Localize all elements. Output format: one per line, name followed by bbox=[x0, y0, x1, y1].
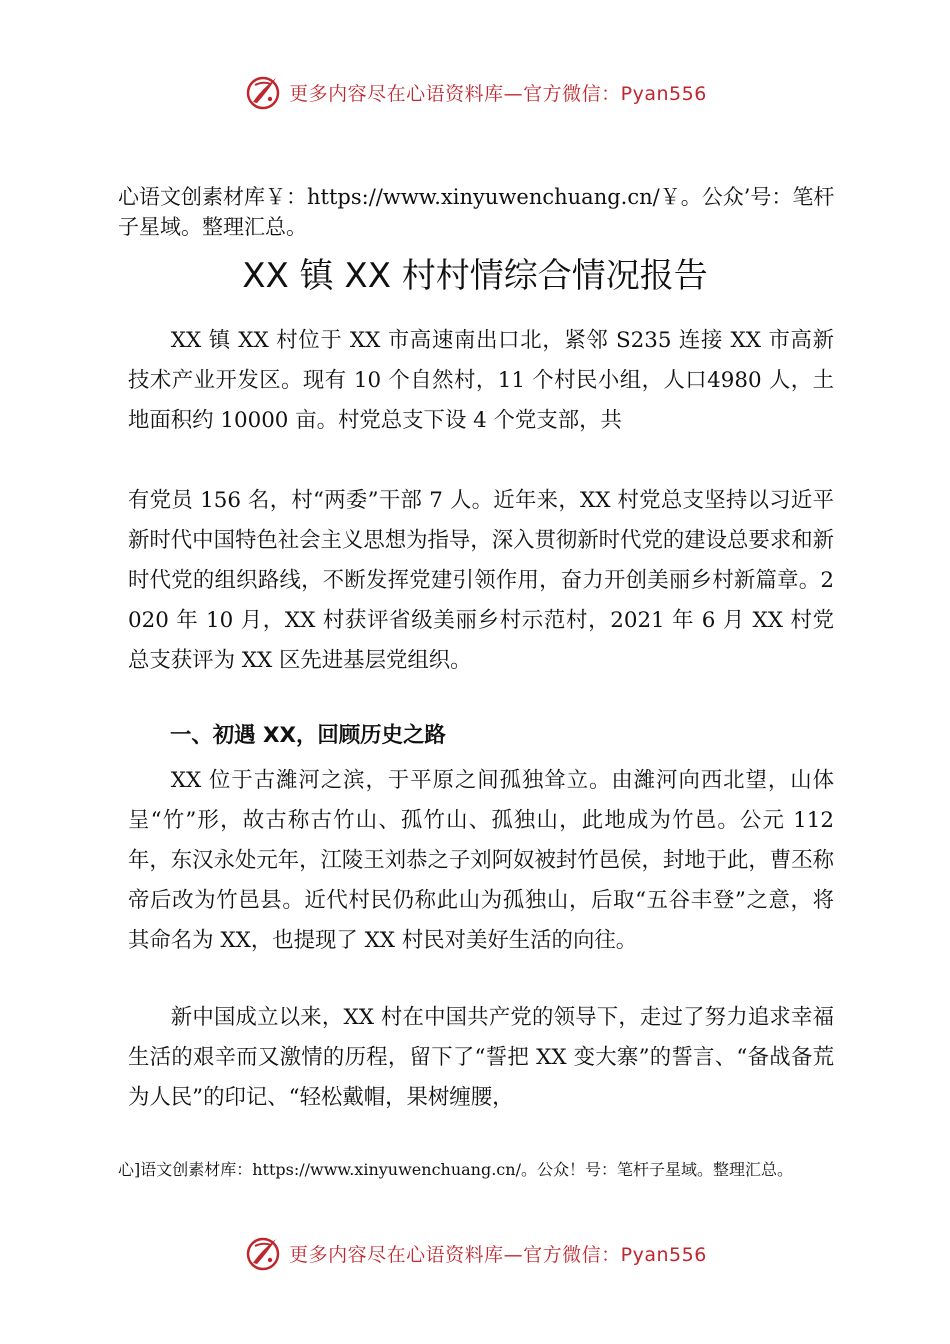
section-heading-1: 一、初遇 XX，回顾历史之路 bbox=[170, 723, 446, 748]
footer-banner bbox=[0, 1231, 950, 1275]
history-paragraph: XX 位于古濰河之滨，于平原之间孤独耸立。由濰河向西北望，山体呈“竹”形，故古称古竹山、孤竹山、孤独山，此地成为竹邑。公元 112 年，东汉永处元年，江陵王刘恭之子刘阿奴被封竹邑侯，封地于此，曹丕称帝后改为竹邑县。近代村民仍称此山为孤独山，后取“五谷丰登”之意，将其命名为 XX，也提现了 XX 村民对美好生活的向往。 bbox=[128, 768, 834, 953]
source-note: 心语文创素材库￥：https://www.xinyuwenchuang.cn/￥。公众’号：笔杆子星域。整理汇总。 bbox=[118, 185, 835, 239]
header-banner bbox=[0, 70, 950, 114]
red-brush-logo-icon bbox=[243, 1233, 283, 1273]
header-banner-text: 更多内容尽在心语资料库—官方微信：Pyan556 bbox=[289, 82, 707, 105]
new-china-paragraph: 新中国成立以来，XX 村在中国共产党的领导下，走过了努力追求幸福生活的艰辛而又激情的历程，留下了“誓把 XX 变大寨”的誓言、“备战备荒为人民”的印记、“轻松戴帽，果树缠腰， bbox=[128, 1005, 834, 1110]
intro-paragraph-continued: 有党员 156 名，村“两委”干部 7 人。近年来，XX 村党总支坚持以习近平新时代中国特色社会主义思想为指导，深入贯彻新时代党的建设总要求和新时代党的组织路线，不断发挥党建引领作用，奋力开创美丽乡村新篇章。2020 年 10 月，XX 村获评省级美丽乡村示范村，2021 年 6 月 XX 村党总支获评为 XX 区先进基层党组织。 bbox=[128, 488, 834, 673]
footer-note: 心]语文创素材库：https://www.xinyuwenchuang.cn/。公众！号：笔杆子星域。整理汇总。 bbox=[118, 1160, 793, 1179]
red-brush-logo-icon bbox=[243, 72, 283, 112]
intro-paragraph: XX 镇 XX 村位于 XX 市高速南出口北，紧邻 S235 连接 XX 市高新技术产业开发区。现有 10 个自然村，11 个村民小组，人口4980 人，土地面积约 10000 亩。村党总支下设 4 个党支部，共 bbox=[128, 328, 834, 433]
footer-banner-text: 更多内容尽在心语资料库—官方微信：Pyan556 bbox=[289, 1243, 707, 1266]
document-title: XX 镇 XX 村村情综合情况报告 bbox=[242, 256, 708, 296]
